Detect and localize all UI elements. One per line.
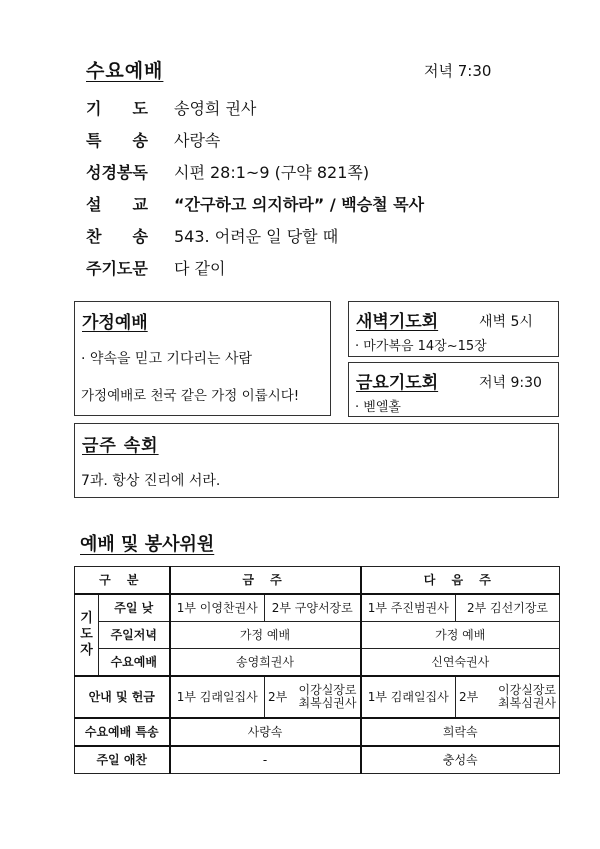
row-label: 주일 낮 — [99, 594, 170, 622]
table-row — [75, 676, 560, 718]
friday-prayer-box — [348, 362, 559, 417]
usher-name: 최복심권사 — [498, 696, 557, 710]
cell-meeting-title: 금주 속회 — [82, 436, 159, 456]
table-cell — [265, 676, 361, 718]
header-next-week: 다 음 주 — [361, 567, 560, 595]
table-cell — [456, 676, 560, 718]
family-worship-line1: · 약속을 믿고 기다리는 사람 — [81, 351, 253, 367]
usher-name: 이강실장로 — [298, 683, 357, 697]
table-row — [75, 746, 560, 774]
friday-prayer-title: 금요기도회 — [356, 373, 439, 393]
order-row — [86, 224, 526, 250]
table-row — [75, 594, 560, 622]
table-cell: 2부 김선기장로 — [456, 594, 560, 622]
table-cell: 1부 이영찬권사 — [170, 594, 265, 622]
cell-meeting-box — [74, 423, 559, 498]
dawn-prayer-box — [348, 301, 559, 357]
order-label: 주기도문 — [86, 259, 148, 278]
row-label: 수요예배 — [99, 649, 170, 677]
order-value: 사랑속 — [174, 131, 221, 150]
order-row — [86, 256, 526, 282]
order-value: 다 같이 — [174, 259, 226, 278]
service-title: 수요예배 — [86, 60, 164, 82]
order-label: 설 교 — [86, 195, 148, 214]
order-label: 특 송 — [86, 131, 148, 150]
family-worship-line2: 가정예배로 천국 같은 가정 이룹시다! — [81, 388, 300, 404]
table-cell: 가정 예배 — [361, 622, 560, 649]
order-row — [86, 192, 526, 218]
order-value: 543. 어려운 일 당할 때 — [174, 227, 339, 246]
usher-name: 최복심권사 — [298, 696, 357, 710]
table-row — [75, 718, 560, 746]
table-row — [75, 622, 560, 649]
table-cell: 1부 김래일집사 — [361, 676, 456, 718]
committee-table — [74, 566, 560, 774]
dawn-prayer-title: 새벽기도회 — [356, 312, 439, 332]
service-time: 저녁 7:30 — [424, 62, 492, 80]
table-header-row — [75, 567, 560, 595]
table-cell: 희락속 — [361, 718, 560, 746]
dawn-prayer-time: 새벽 5시 — [479, 314, 533, 330]
header-this-week: 금 주 — [170, 567, 361, 595]
table-cell: 1부 김래일집사 — [170, 676, 265, 718]
row-label: 수요예배 특송 — [75, 718, 170, 746]
order-value: 시편 28:1~9 (구약 821쪽) — [174, 163, 370, 182]
row-label: 안내 및 헌금 — [75, 676, 170, 718]
committee-title: 예배 및 봉사위원 — [80, 534, 215, 555]
friday-prayer-time: 저녁 9:30 — [479, 375, 542, 391]
order-label: 찬 송 — [86, 227, 148, 246]
table-cell: 2부 구양서장로 — [265, 594, 361, 622]
friday-prayer-text: · 벧엘홀 — [355, 400, 401, 415]
order-row — [86, 160, 526, 186]
order-row — [86, 128, 526, 154]
row-label: 주일 애찬 — [75, 746, 170, 774]
table-cell: 1부 주진범권사 — [361, 594, 456, 622]
order-value: 송영희 권사 — [174, 99, 257, 118]
table-cell: 신연숙권사 — [361, 649, 560, 677]
table-row — [75, 649, 560, 677]
usher-prefix: 2부 — [268, 689, 288, 704]
family-worship-box — [74, 301, 331, 416]
order-label: 기 도 — [86, 99, 148, 118]
header-category: 구 분 — [75, 567, 170, 595]
table-cell: 충성속 — [361, 746, 560, 774]
row-label: 주일저녁 — [99, 622, 170, 649]
table-cell: 사랑속 — [170, 718, 361, 746]
order-row — [86, 96, 526, 122]
dawn-prayer-text: · 마가복음 14장~15장 — [355, 339, 487, 354]
family-worship-title: 가정예배 — [82, 313, 148, 333]
usher-name: 이강실장로 — [498, 683, 557, 697]
order-value: “간구하고 의지하라” / 백승철 목사 — [174, 195, 425, 214]
order-label: 성경봉독 — [86, 163, 148, 182]
prayer-group-label: 기 도 자 — [75, 594, 99, 676]
cell-meeting-text: 7과. 항상 진리에 서라. — [81, 473, 221, 489]
usher-prefix: 2부 — [459, 689, 479, 704]
table-cell: 송영희권사 — [170, 649, 361, 677]
table-cell: 가정 예배 — [170, 622, 361, 649]
table-cell: - — [170, 746, 361, 774]
